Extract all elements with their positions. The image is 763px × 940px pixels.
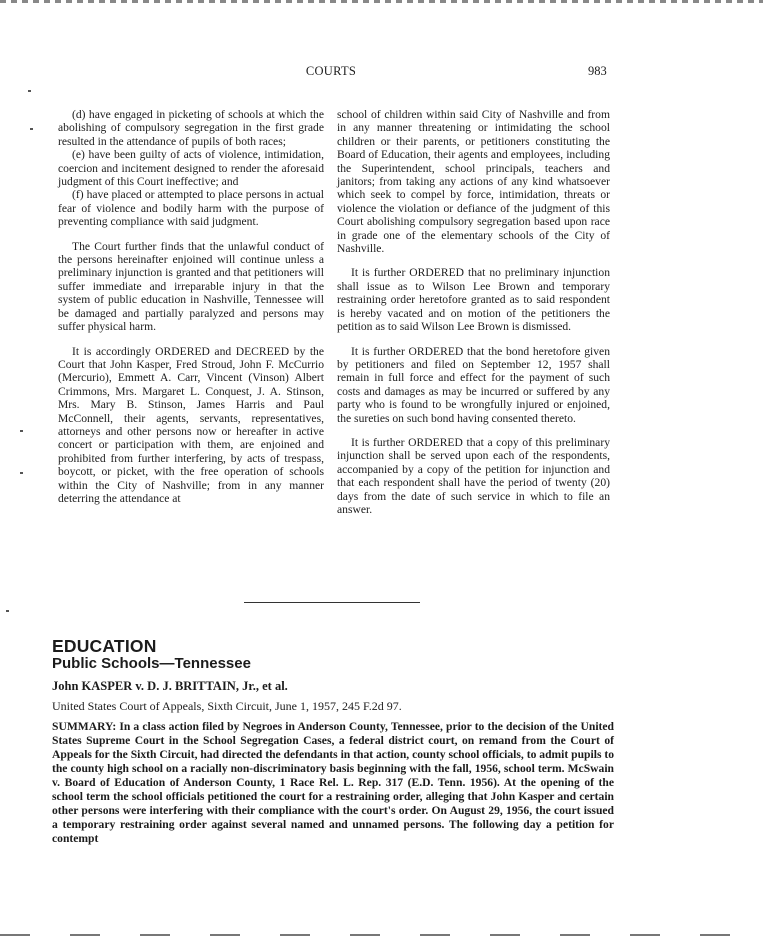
case-citation: United States Court of Appeals, Sixth Circuit, June 1, 1957, 245 F.2d 97. bbox=[52, 699, 402, 713]
clause-f: (f) have placed or attempted to place persons in actual fear of violence and bodily harm with the purpose of preventing compliance with said judgment. bbox=[58, 188, 324, 229]
case-name: John KASPER v. D. J. BRITTAIN, Jr., et al. bbox=[52, 679, 288, 693]
page-number: 983 bbox=[588, 64, 607, 78]
section-heading: EDUCATION bbox=[52, 636, 157, 656]
right-column bbox=[337, 108, 610, 516]
paragraph-ordered-decreed: It is accordingly ORDERED and DECREED by the Court that John Kasper, Fred Stroud, John F. McCurrio (Mercurio), Emmett A. Carr, Vincent (Vinson) Albert Crimmons, Mrs. Margaret L. Conquest, J. A. Stinson, Mrs. Mary B. Stinson, James Harris and Paul McConnell, their agents, servants, representatives, attorneys and other persons now or hereafter in active concert or participation with them, are enjoined and prohibited from further interfering, by acts of trespass, boycott, or picket, with the free operation of schools within the City of Nashville; from in any manner deterring the attendance at bbox=[58, 344, 324, 505]
paragraph-continuation: school of children within said City of Nashville and from in any manner threatening or intimidating the school children or their parents, or petitioners constituting the Board of Education, their agents and employees, including the Superintendent, school principals, teachers and janitors; from taking any actions of any kind whatsoever which seek to compel by force, intimidation, threats or violence the violation or defiance of the judgment of this Court abolishing compulsory segregation based upon race in grade one of the elementary schools of the City of Nashville. bbox=[337, 108, 610, 256]
paragraph-bond: It is further ORDERED that the bond heretofore given by petitioners and filed on September 12, 1957 shall remain in full force and effect for the payment of such costs and damages as may be incurred or suffered by any party who is found to be wrongfully injured or enjoined, the sureties on such bond having consented thereto. bbox=[337, 344, 610, 425]
clause-d: (d) have engaged in picketing of schools at which the abolishing of compulsory segregation in the first grade resulted in the attendance of pupils of both races; bbox=[58, 108, 324, 148]
margin-mark bbox=[20, 430, 23, 432]
margin-mark bbox=[20, 472, 23, 474]
summary-text: SUMMARY: In a class action filed by Negroes in Anderson County, Tennessee, prior to the decision of the United States Supreme Court in the School Segregation Cases, a federal district court, on remand from the Court of Appeals for the Sixth Circuit, had directed the defendants in that action, county school officials, to admit pupils to the county high school on a racially non-discriminatory basis beginning with the fall, 1956, school term. McSwain v. Board of Education of Anderson County, 1 Race Rel. L. Rep. 317 (E.D. Tenn. 1956). At the opening of the school term the school officials petitioned the court for a restraining order, alleging that John Kasper and certain other persons were interfering with their compliance with the court's order. On August 29, 1956, the court issued a temporary restraining order against several named and unnamed persons. The following day a petition for contempt bbox=[52, 720, 615, 845]
clause-e: (e) have been guilty of acts of violence, intimidation, coercion and incitement designed to render the aforesaid judgment of this Court ineffective; and bbox=[58, 148, 324, 189]
paragraph-service: It is further ORDERED that a copy of this preliminary injunction shall be served upon each of the respondents, accompanied by a copy of the petition for injunction and that each respondent shall have the period of twenty (20) days from the date of such service in which to file an answer. bbox=[337, 435, 610, 516]
left-column bbox=[58, 108, 324, 505]
margin-mark bbox=[30, 128, 33, 130]
running-header-title: COURTS bbox=[305, 64, 357, 78]
section-subheading: Public Schools—Tennessee bbox=[52, 655, 251, 672]
top-dashed-rule bbox=[0, 0, 763, 3]
margin-mark bbox=[28, 90, 31, 92]
paragraph-findings: The Court further finds that the unlawful conduct of the persons hereinafter enjoined will continue unless a preliminary injunction is granted and that petitioners will suffer immediate and irreparable injury in that the system of public education in Nashville, Tennessee will be damaged and partially paralyzed and persons may suffer physical harm. bbox=[58, 239, 324, 334]
margin-mark bbox=[6, 610, 9, 612]
case-summary bbox=[52, 720, 614, 846]
section-divider bbox=[244, 602, 420, 603]
paragraph-wilson-lee-brown: It is further ORDERED that no preliminary injunction shall issue as to Wilson Lee Brown and temporary restraining order heretofore granted as to said respondent is hereby vacated and on motion of the petitioners the petition as to said Wilson Lee Brown is dismissed. bbox=[337, 266, 610, 334]
bottom-dashed-rule bbox=[0, 934, 763, 936]
